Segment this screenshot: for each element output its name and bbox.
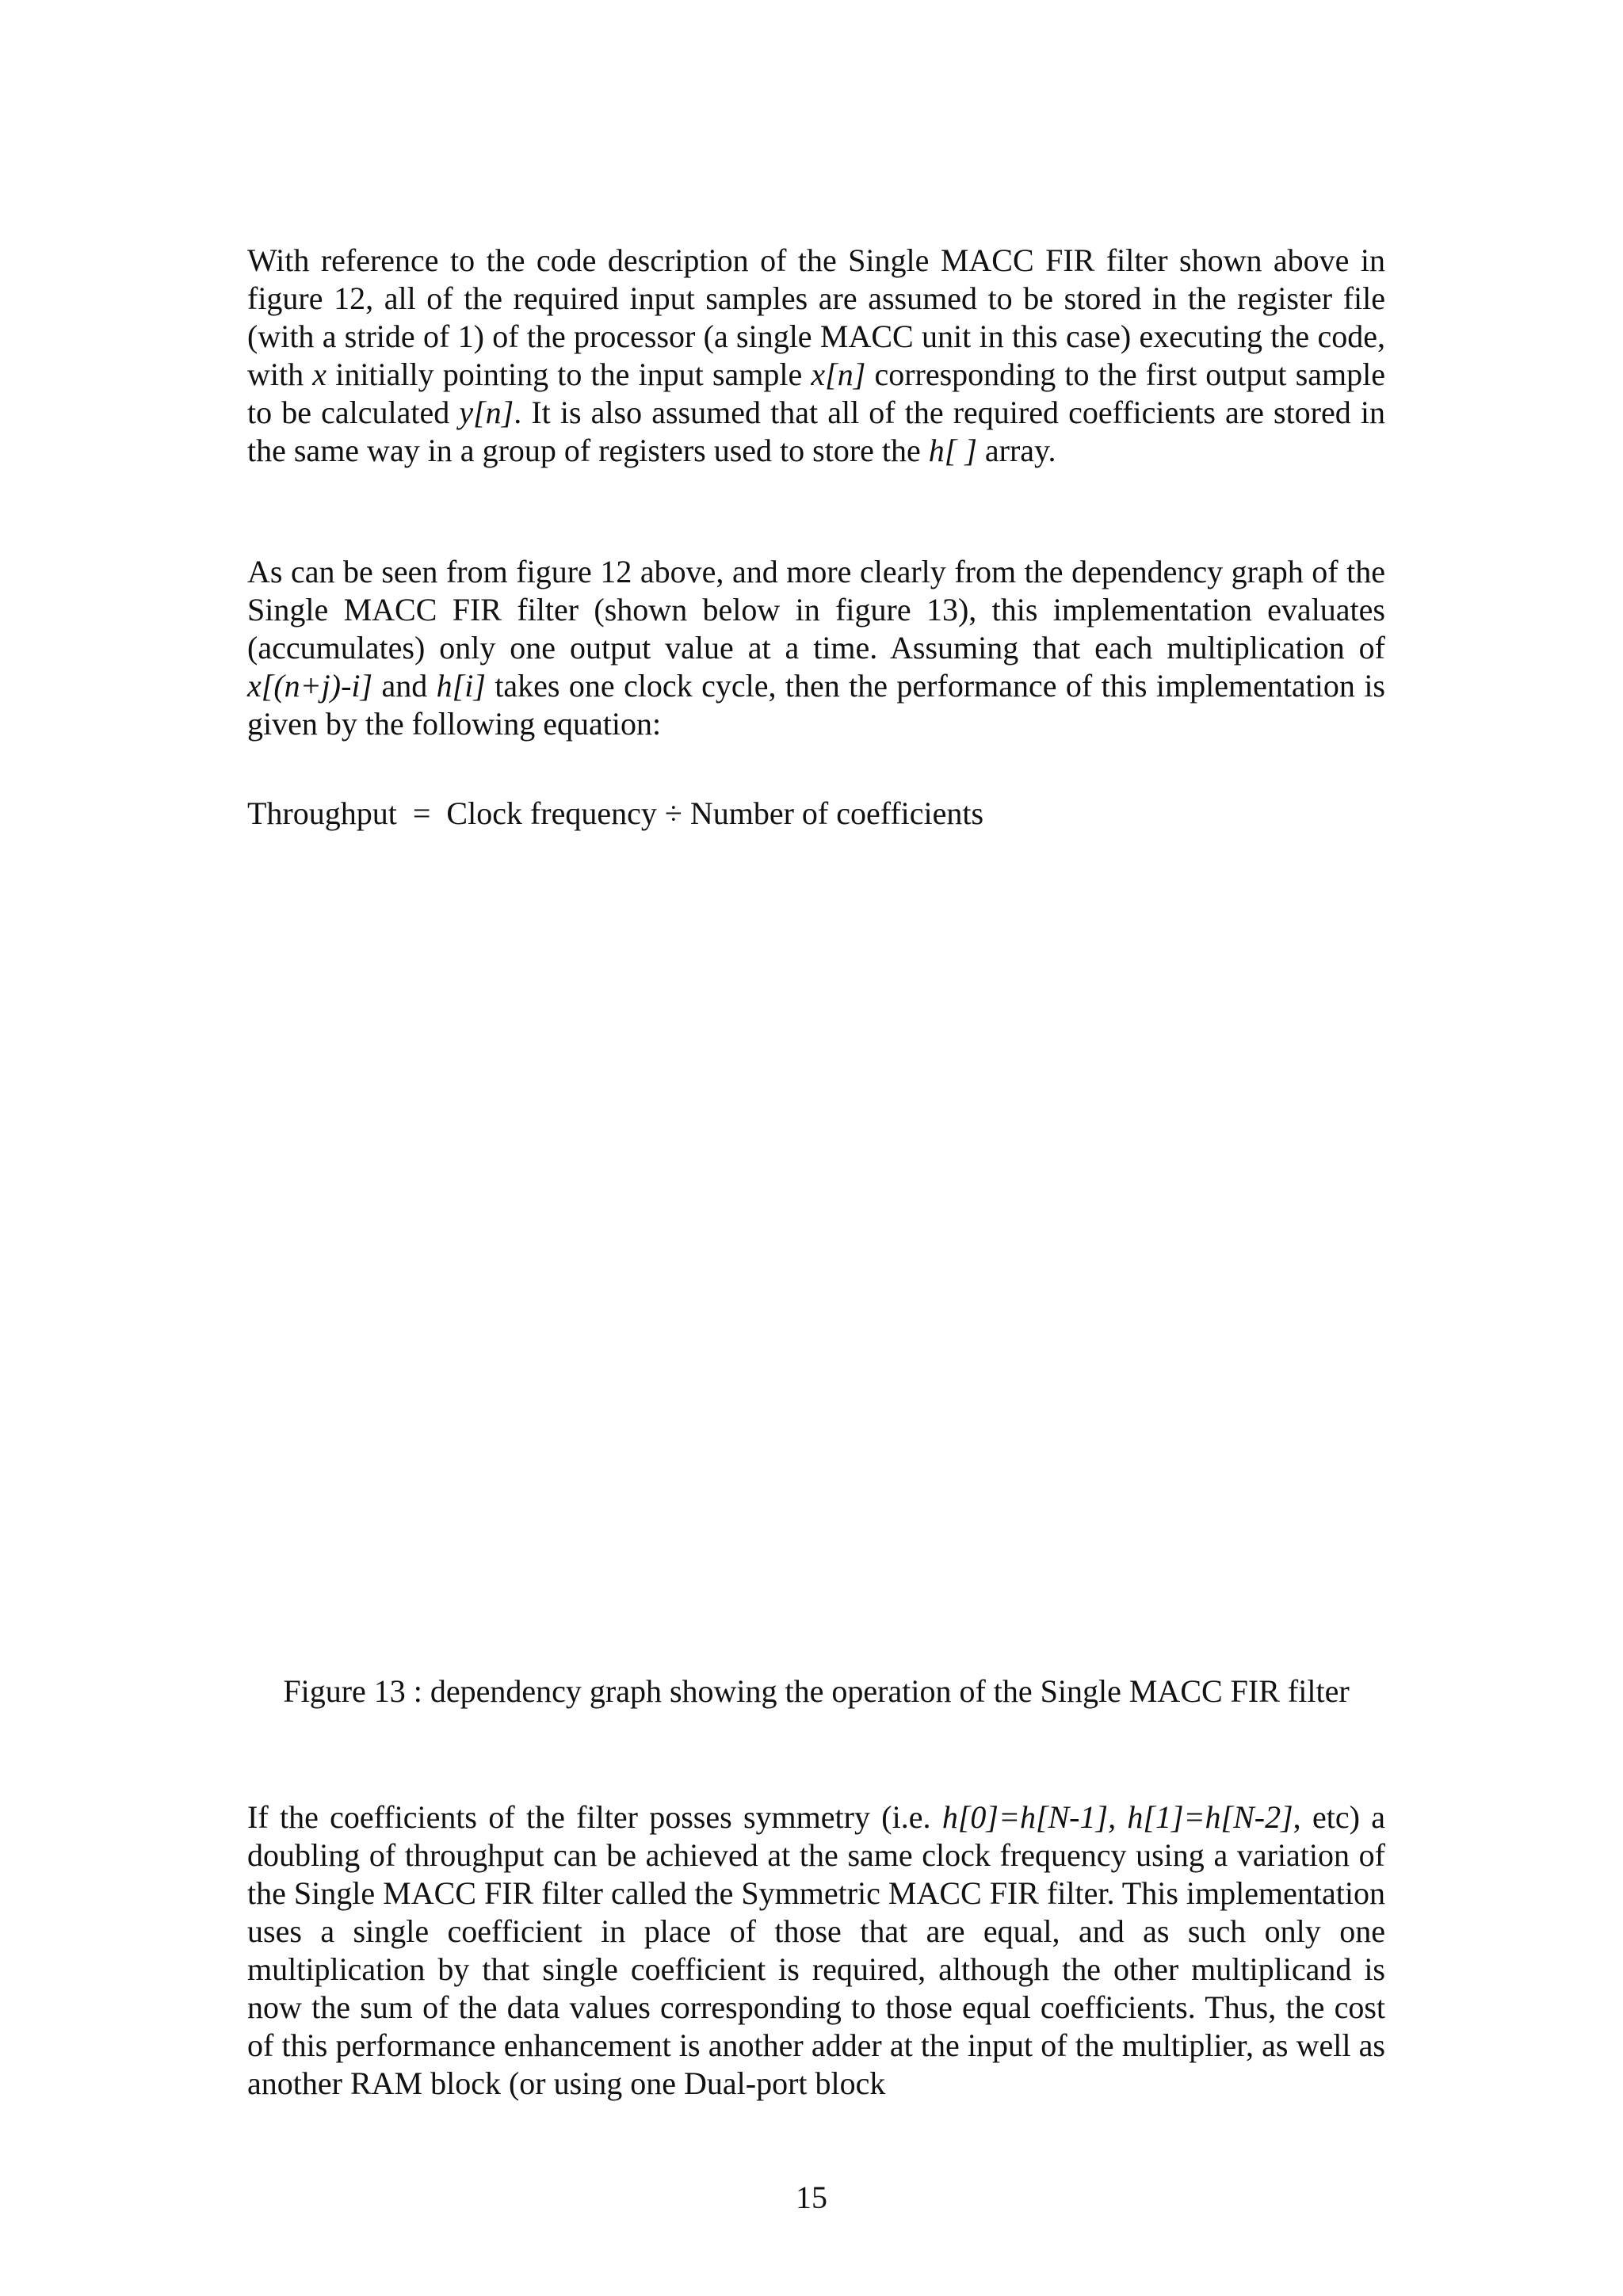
text-span: array. (976, 433, 1056, 468)
text-span: If the coefficients of the filter posses symmetry (i.e. (247, 1799, 942, 1835)
figure-caption: Figure 13 : dependency graph showing the operation of the Single MACC FIR filter (283, 1673, 1350, 1709)
math-span: x (312, 357, 327, 392)
math-span: y[n] (459, 395, 514, 430)
text-span: , etc) a doubling of throughput can be achieved at the same clock frequency using a variation of the Single MACC FIR filter called the Symmetric MACC FIR filter. This implementation uses a single coefficient in place of those that are equal, and as such only one multiplication by that single coefficient is required, although the other multiplicand is now the sum of the data values corresponding to those equal coefficients. Thus, the cost of this performance enhancement is another adder at the input of the multiplier, as well as another RAM block (or using one Dual-port block (247, 1799, 1385, 2101)
paragraph-performance (247, 553, 1385, 743)
text-span: With reference to the code description of the Single MACC FIR filter shown above in figure 12, all of the required input samples are assumed to be stored in the register file (with a stride of 1) of the processor (a single MACC unit in this case) executing the code, with (247, 242, 1385, 392)
text-span: As can be seen from figure 12 above, and more clearly from the dependency graph of the Single MACC FIR filter (shown below in figure 13), this implementation evaluates (accumulates) only one output value at a time. Assuming that each multiplication of (247, 554, 1385, 666)
text-span: and (372, 668, 437, 704)
math-span: h[ ] (928, 433, 977, 468)
paragraph-single-macc-description (247, 242, 1385, 470)
throughput-equation: Throughput = Clock frequency ÷ Number of coefficients (247, 795, 984, 831)
figure-13-placeholder (247, 852, 1385, 1644)
text-span: takes one clock cycle, then the performance of this implementation is given by the following equation: (247, 668, 1385, 742)
paragraph-symmetric-macc (247, 1798, 1385, 2103)
text-span: . It is also assumed that all of the required coefficients are stored in the same way in a group of registers used to store the (247, 395, 1385, 468)
text-span: initially pointing to the input sample (327, 357, 812, 392)
math-span: x[n] (811, 357, 866, 392)
math-span: x[(n+j)-i] (247, 668, 373, 704)
text-span: corresponding to the first output sample to be calculated (247, 357, 1385, 430)
math-span: h[i] (436, 668, 486, 704)
page-number: 15 (796, 2180, 827, 2215)
math-span: h[0]=h[N-1], h[1]=h[N-2] (941, 1799, 1293, 1835)
